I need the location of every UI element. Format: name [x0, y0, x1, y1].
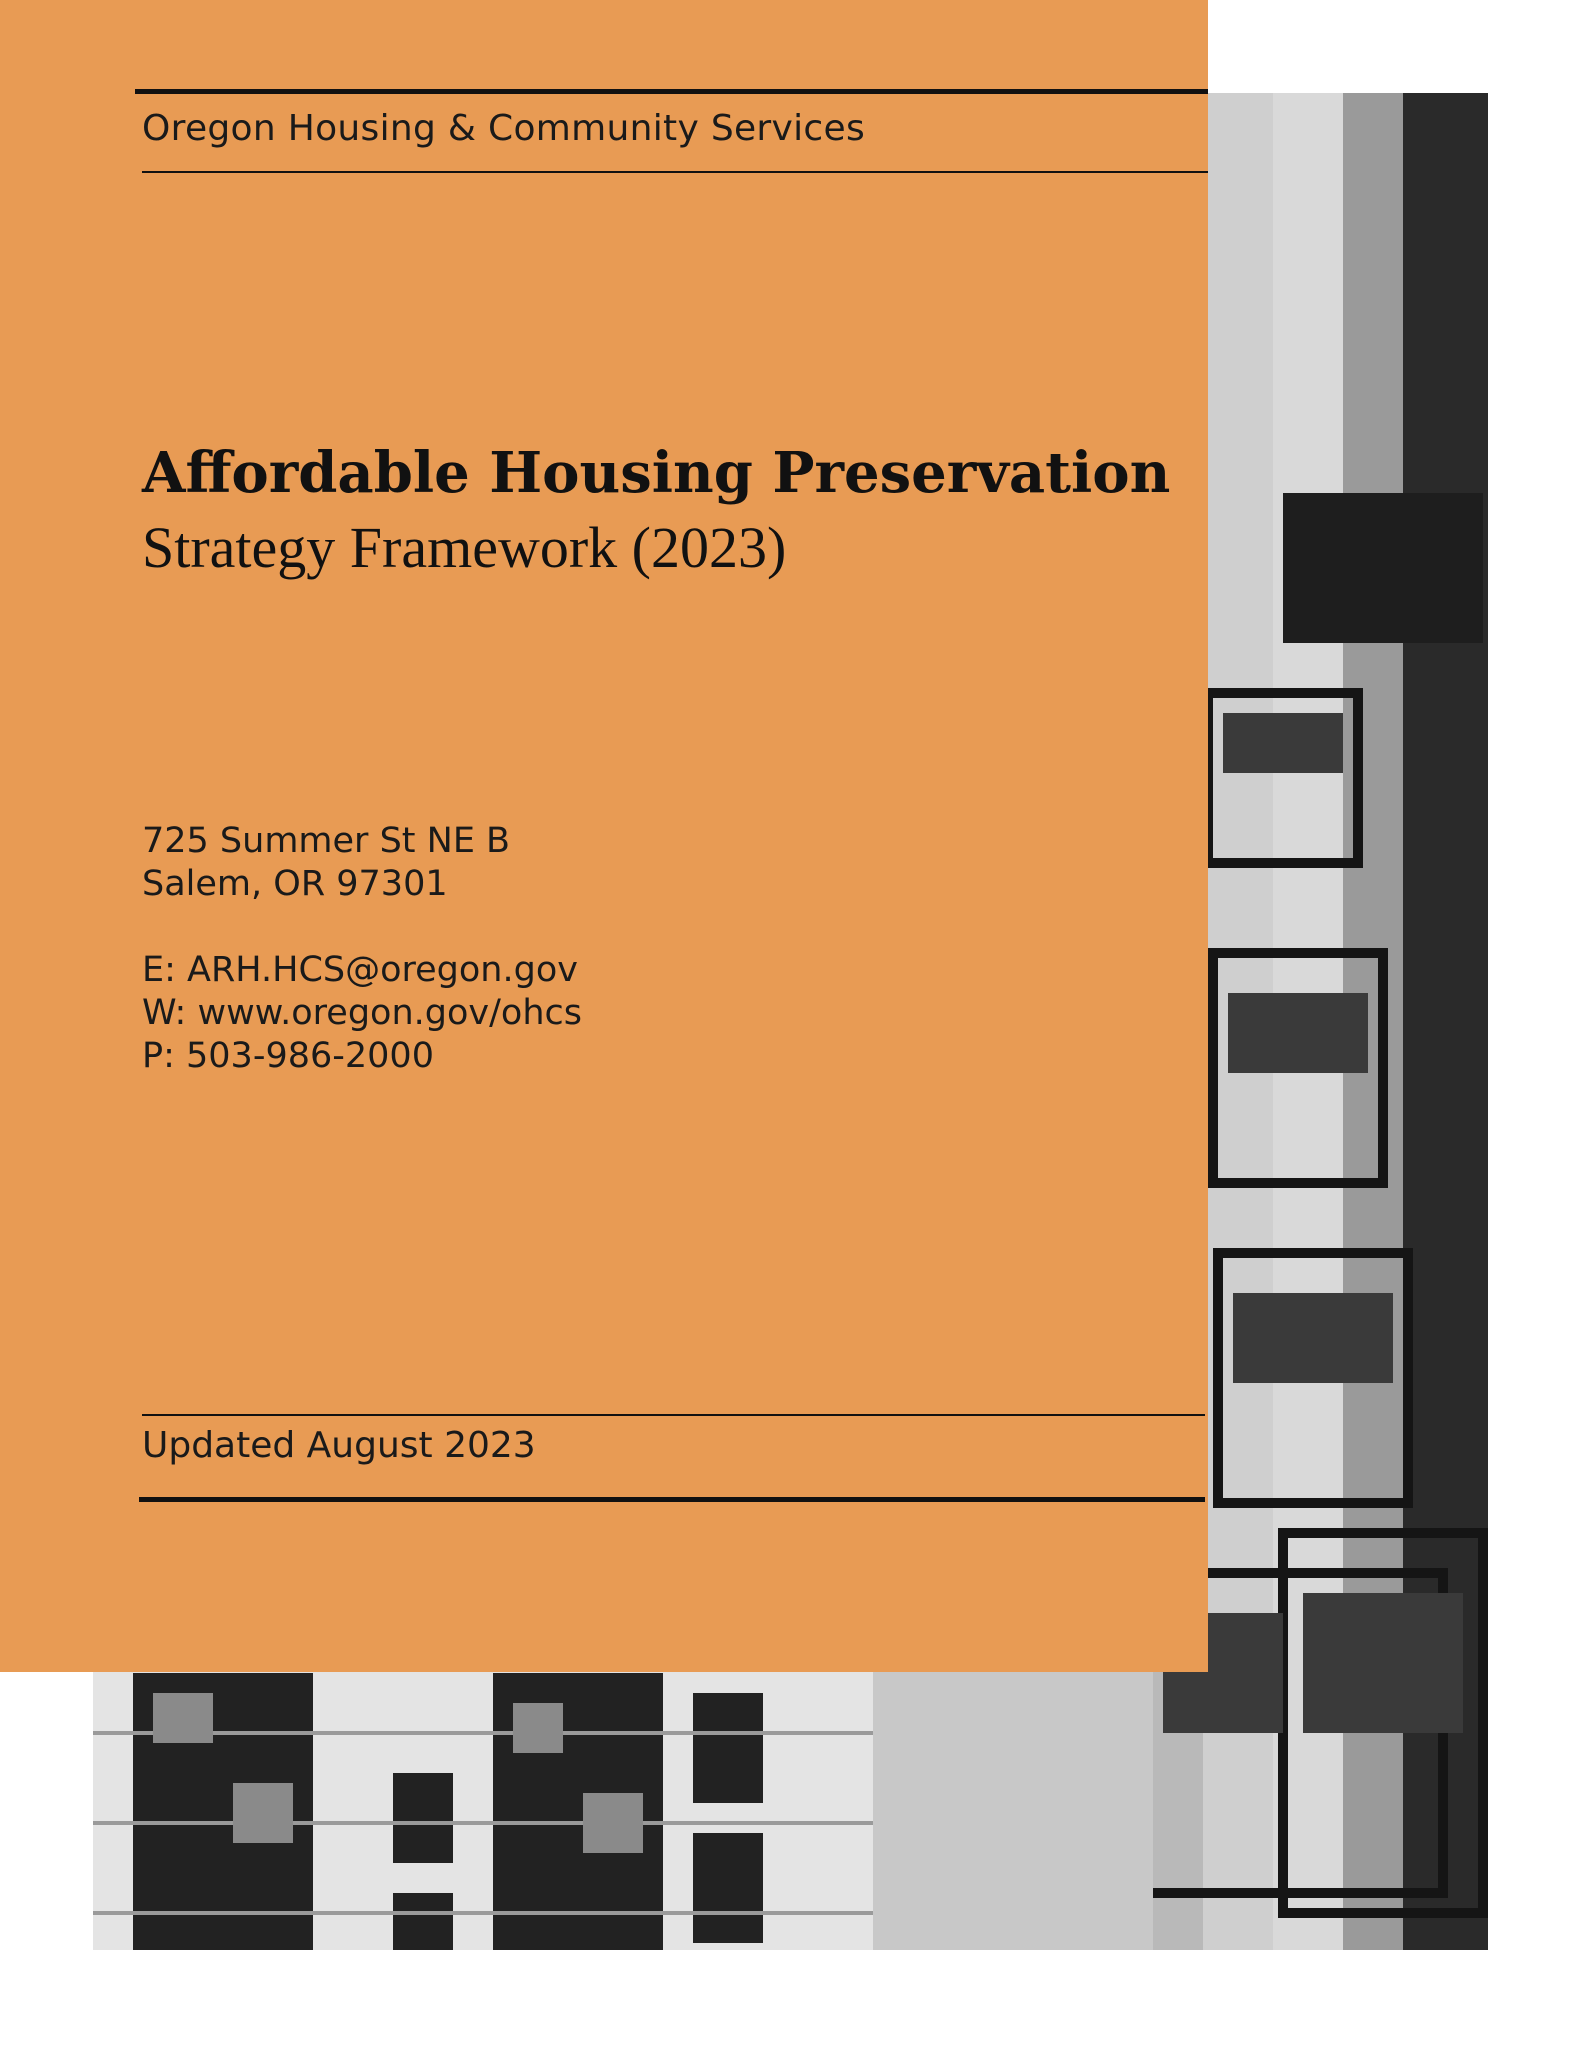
updated-date: Updated August 2023 — [142, 1425, 536, 1466]
phone-line: P: 503-986-2000 — [142, 1036, 434, 1076]
email-line: E: ARH.HCS@oregon.gov — [142, 950, 578, 990]
address-line-1: 725 Summer St NE B — [142, 821, 511, 861]
document-title: Affordable Housing Preservation — [142, 440, 1171, 506]
address-line-2: Salem, OR 97301 — [142, 864, 448, 904]
bottom-thick-rule — [139, 1497, 1205, 1502]
bottom-thin-rule — [142, 1414, 1205, 1416]
top-thick-rule — [135, 89, 1208, 94]
document-subtitle: Strategy Framework (2023) — [142, 515, 787, 580]
organization-name: Oregon Housing & Community Services — [142, 108, 866, 149]
website-line: W: www.oregon.gov/ohcs — [142, 993, 582, 1033]
contact-block — [142, 820, 582, 1078]
top-thin-rule — [142, 171, 1208, 173]
